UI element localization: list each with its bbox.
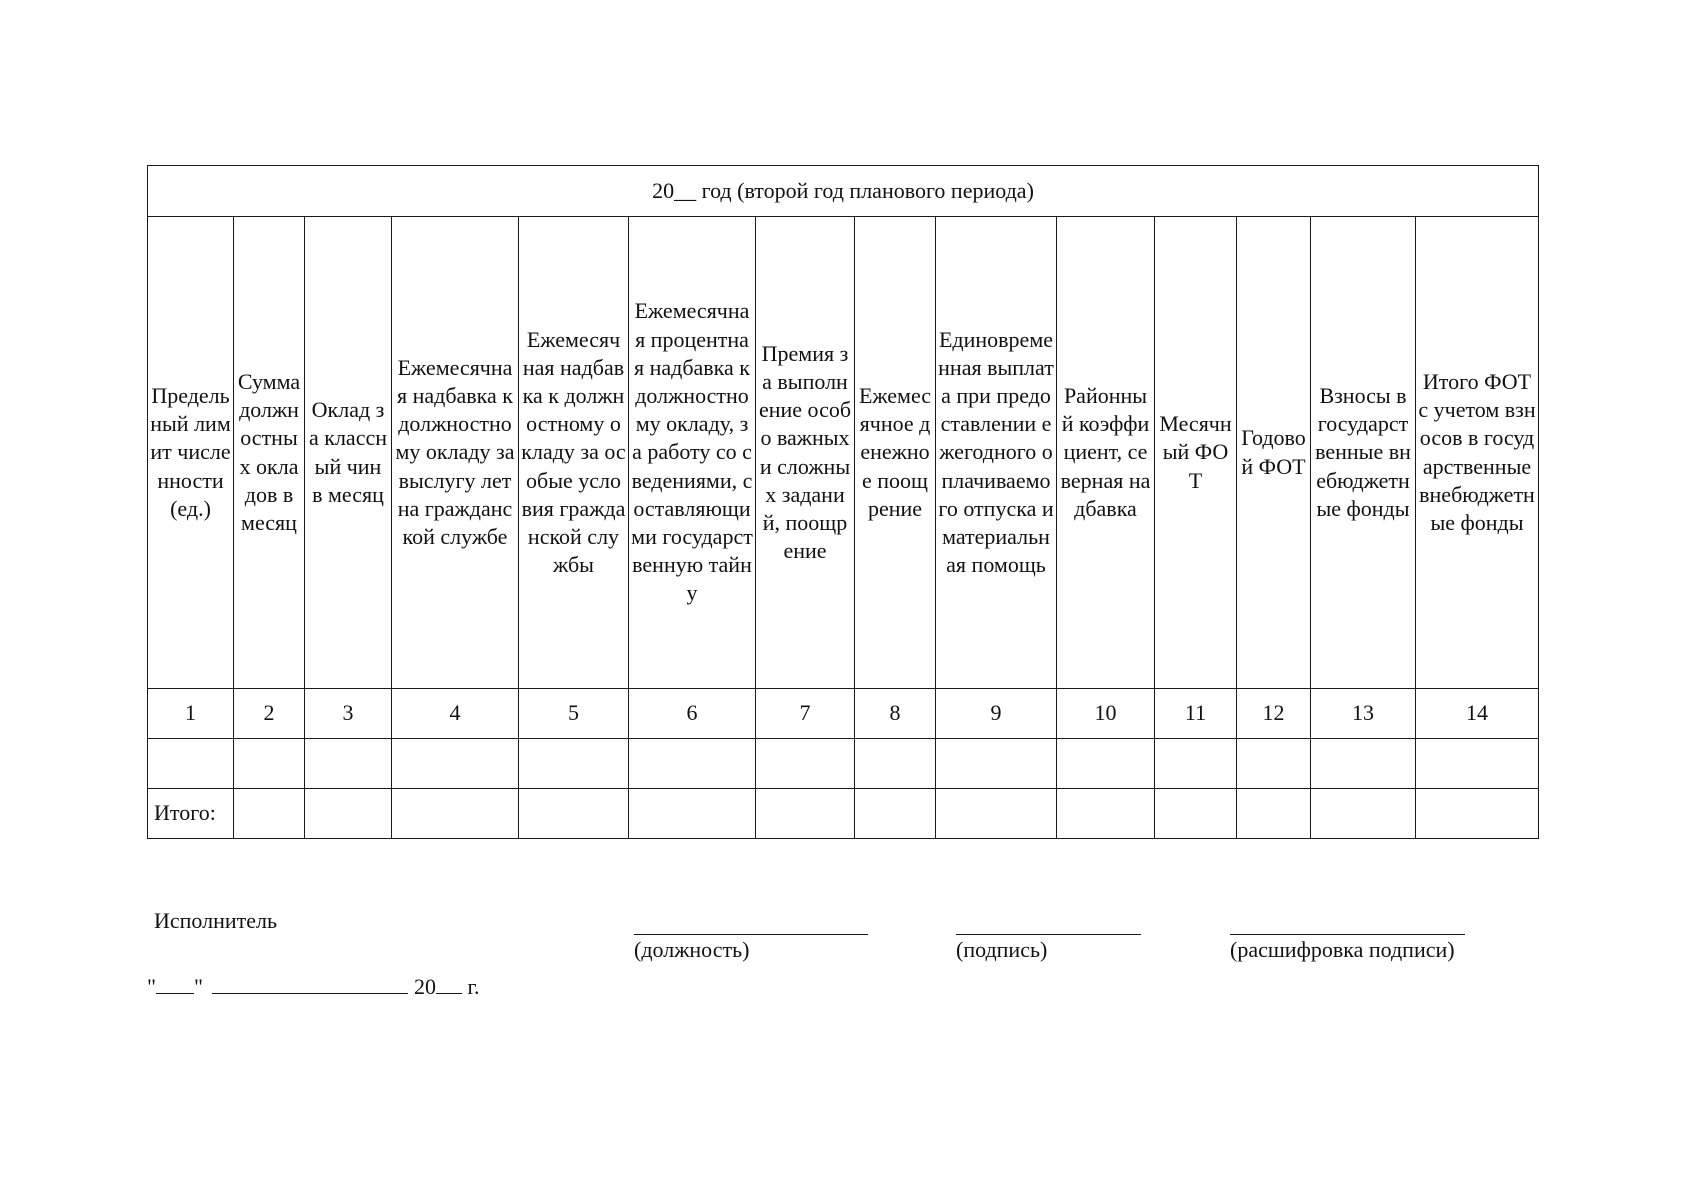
column-header-12: Годовой ФОТ [1237, 217, 1311, 689]
total-cell [1237, 789, 1311, 839]
date-close-quote: " [193, 974, 203, 999]
data-cell [234, 739, 305, 789]
total-cell [1057, 789, 1155, 839]
total-cell [519, 789, 629, 839]
column-number-2: 2 [234, 689, 305, 739]
column-header-14: Итого ФОТ с учетом взносов в государственные внебюджетные фонды [1416, 217, 1539, 689]
column-number-9: 9 [936, 689, 1057, 739]
decoding-caption: (расшифровка подписи) [1230, 937, 1455, 962]
column-header-7: Премия за выполнение особо важных и сложных заданий, поощрение [756, 217, 855, 689]
column-header-13: Взносы в государственные внебюджетные фонды [1311, 217, 1416, 689]
column-header-2: Сумма должностных окладов в месяц [234, 217, 305, 689]
data-cell [305, 739, 392, 789]
total-cell [1155, 789, 1237, 839]
column-number-14: 14 [1416, 689, 1539, 739]
date-line [147, 974, 480, 1000]
position-caption: (должность) [634, 937, 750, 962]
total-label: Итого: [148, 789, 234, 839]
total-cell [305, 789, 392, 839]
column-header-9: Единовременная выплата при предоставлении ежегодного оплачиваемого отпуска и материальная помощь [936, 217, 1057, 689]
column-number-13: 13 [1311, 689, 1416, 739]
column-header-10: Районный коэффициент, северная надбавка [1057, 217, 1155, 689]
column-header-1: Предельный лимит численности (ед.) [148, 217, 234, 689]
data-cell [936, 739, 1057, 789]
data-cell [1155, 739, 1237, 789]
total-row [148, 789, 1539, 839]
decoding-line [1230, 934, 1465, 935]
data-row [148, 739, 1539, 789]
total-cell [1311, 789, 1416, 839]
column-number-5: 5 [519, 689, 629, 739]
data-cell [1057, 739, 1155, 789]
year-suffix: г. [467, 974, 480, 999]
column-header-6: Ежемесячная процентная надбавка к должностному окладу, за работу со сведениями, составляющими государственную тайну [629, 217, 756, 689]
column-header-5: Ежемесячная надбавка к должностному окладу за особые условия гражданской службы [519, 217, 629, 689]
total-cell [234, 789, 305, 839]
data-cell [1416, 739, 1539, 789]
column-number-4: 4 [392, 689, 519, 739]
column-number-1: 1 [148, 689, 234, 739]
data-cell [629, 739, 756, 789]
total-cell [1416, 789, 1539, 839]
total-cell [629, 789, 756, 839]
data-cell [519, 739, 629, 789]
data-cell [148, 739, 234, 789]
data-cell [855, 739, 936, 789]
column-number-8: 8 [855, 689, 936, 739]
column-number-7: 7 [756, 689, 855, 739]
data-cell [756, 739, 855, 789]
date-open-quote: " [147, 974, 156, 999]
data-cell [1311, 739, 1416, 789]
column-number-6: 6 [629, 689, 756, 739]
column-header-11: Месячный ФОТ [1155, 217, 1237, 689]
data-cell [392, 739, 519, 789]
column-number-12: 12 [1237, 689, 1311, 739]
signature-caption: (подпись) [956, 937, 1048, 962]
column-header-4: Ежемесячная надбавка к должностному окладу за выслугу лет на гражданской службе [392, 217, 519, 689]
year-blank [436, 975, 462, 994]
year-prefix: 20 [413, 974, 436, 999]
executor-label: Исполнитель [154, 908, 278, 933]
column-number-3: 3 [305, 689, 392, 739]
budget-table [147, 165, 1539, 839]
total-cell [936, 789, 1057, 839]
total-cell [855, 789, 936, 839]
month-blank [212, 975, 408, 994]
column-header-8: Ежемесячное денежное поощрение [855, 217, 936, 689]
day-blank [156, 975, 194, 994]
data-cell [1237, 739, 1311, 789]
column-header-3: Оклад за классный чин в месяц [305, 217, 392, 689]
column-number-10: 10 [1057, 689, 1155, 739]
position-line [634, 934, 868, 935]
total-cell [756, 789, 855, 839]
signature-line [956, 934, 1141, 935]
table-title: 20__ год (второй год планового периода) [148, 166, 1539, 217]
column-number-11: 11 [1155, 689, 1237, 739]
total-cell [392, 789, 519, 839]
